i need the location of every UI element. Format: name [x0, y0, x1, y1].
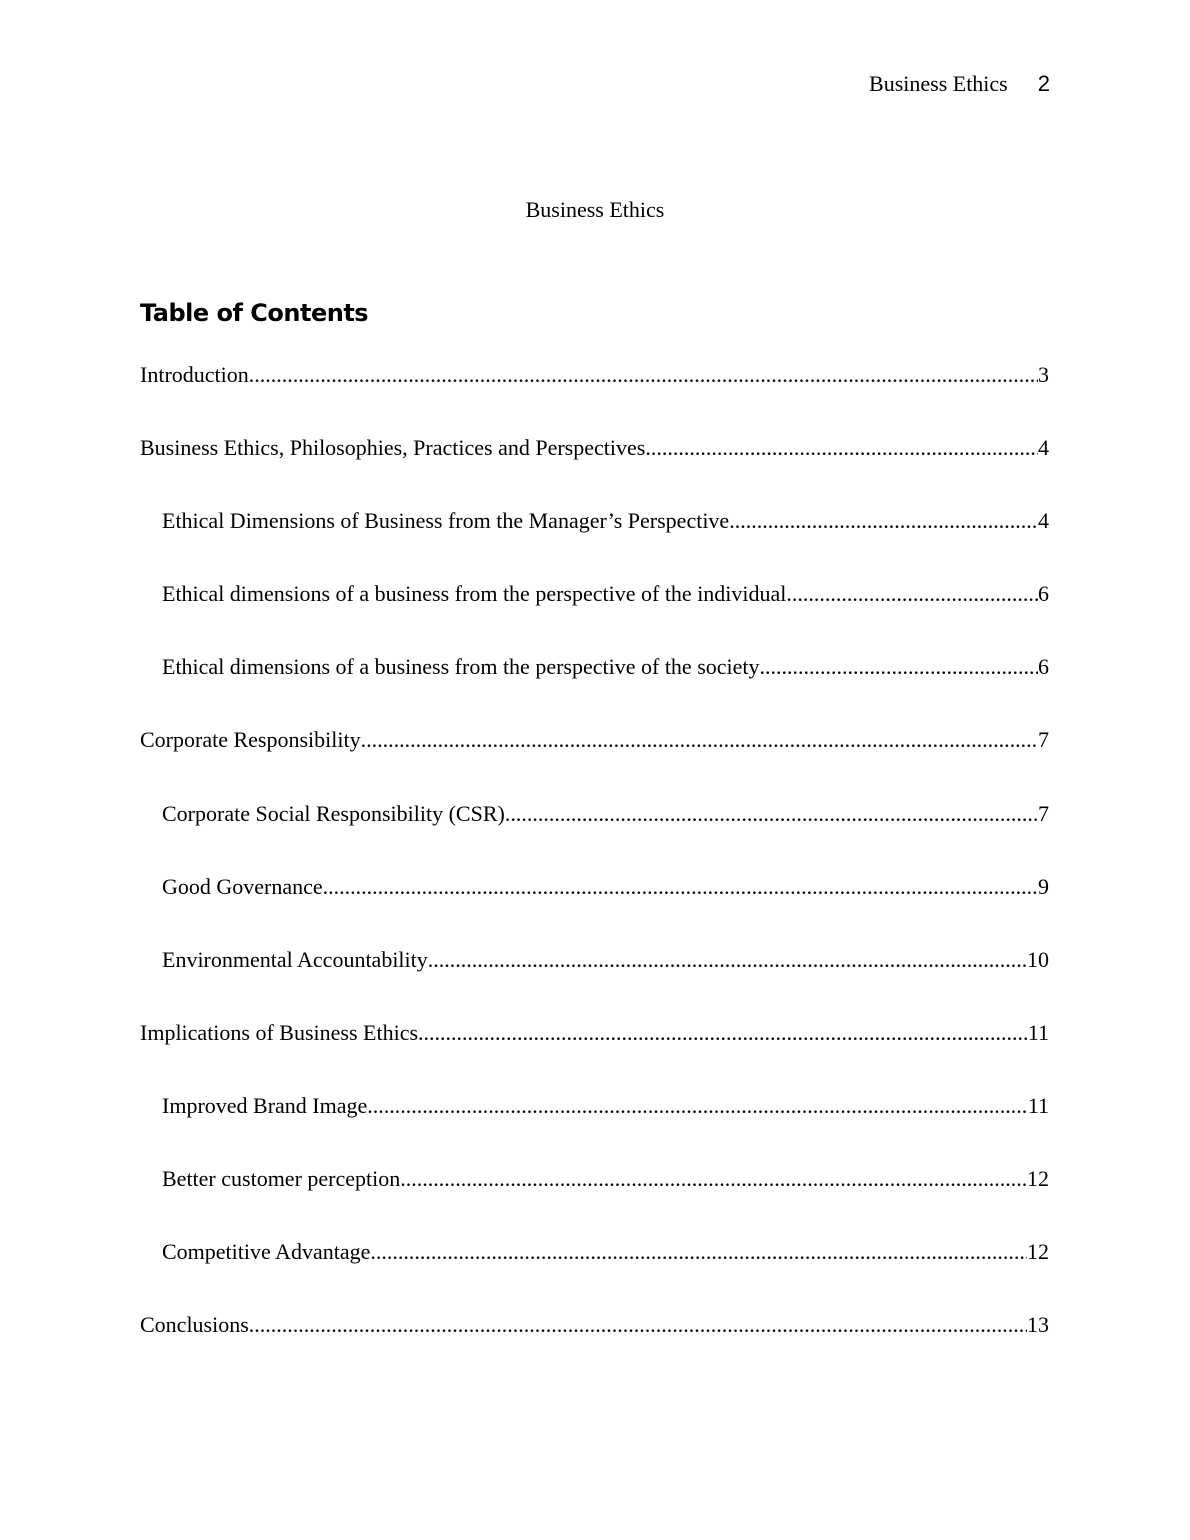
toc-entry-corporate-responsibility[interactable]: [140, 725, 1049, 798]
toc-entry-society-perspective[interactable]: [140, 652, 1049, 725]
toc-entry-business-ethics-philosophies[interactable]: [140, 433, 1049, 506]
toc-entry-page: 11: [1027, 1092, 1049, 1118]
toc-dot-leader: [645, 433, 1038, 463]
toc-dot-leader: [370, 1237, 1027, 1267]
toc-dot-leader: [505, 799, 1038, 829]
toc-entry-page: 9: [1038, 873, 1049, 899]
toc-entry-page: 13: [1027, 1312, 1049, 1338]
toc-entry-page: 4: [1038, 435, 1049, 461]
toc-entry-label: Ethical dimensions of a business from the perspective of the individual: [162, 581, 787, 607]
toc-entry-label: Conclusions: [140, 1312, 249, 1338]
toc-entry-environmental-accountability[interactable]: [140, 945, 1049, 1018]
toc-entry-label: Introduction: [140, 362, 249, 387]
toc-entry-page: 6: [1038, 581, 1049, 607]
toc-entry-page: 10: [1027, 946, 1049, 972]
toc-entry-page: 7: [1038, 800, 1049, 826]
table-of-contents: [140, 360, 1049, 1383]
toc-entry-customer-perception[interactable]: [140, 1164, 1049, 1237]
toc-entry-introduction[interactable]: [140, 360, 1049, 433]
toc-entry-label: Ethical dimensions of a business from the perspective of the society: [162, 654, 760, 680]
toc-entry-page: 12: [1027, 1239, 1049, 1265]
toc-entry-page: 7: [1038, 727, 1049, 753]
toc-dot-leader: [786, 579, 1038, 609]
toc-entry-good-governance[interactable]: [140, 872, 1049, 945]
toc-entry-competitive-advantage[interactable]: [140, 1237, 1049, 1310]
running-header-title: Business Ethics: [869, 71, 1008, 96]
toc-entry-individual-perspective[interactable]: [140, 579, 1049, 652]
toc-entry-label: Corporate Social Responsibility (CSR): [162, 800, 505, 826]
toc-entry-label: Implications of Business Ethics: [140, 1019, 419, 1045]
running-header: [869, 70, 1050, 98]
toc-entry-label: Better customer perception: [162, 1166, 401, 1192]
toc-dot-leader: [400, 1164, 1027, 1194]
toc-dot-leader: [760, 652, 1038, 682]
toc-entry-page: 4: [1038, 508, 1049, 534]
toc-entry-page: 6: [1038, 654, 1049, 680]
toc-entry-label: Ethical Dimensions of Business from the Manager’s Perspective: [162, 508, 730, 534]
toc-dot-leader: [418, 1018, 1028, 1048]
toc-heading: Table of Contents: [140, 299, 369, 327]
toc-entry-label: Corporate Responsibility: [140, 727, 361, 753]
toc-entry-label: Competitive Advantage: [162, 1239, 371, 1265]
toc-entry-label: Environmental Accountability: [162, 946, 428, 972]
toc-dot-leader: [323, 872, 1038, 902]
toc-dot-leader: [428, 945, 1027, 975]
toc-entry-brand-image[interactable]: [140, 1091, 1049, 1164]
toc-dot-leader: [729, 506, 1038, 536]
toc-entry-page: 3: [1038, 362, 1049, 387]
toc-entry-label: Improved Brand Image: [162, 1092, 368, 1118]
toc-entry-label: Business Ethics, Philosophies, Practices and Perspectives: [140, 435, 646, 461]
toc-entry-implications[interactable]: [140, 1018, 1049, 1091]
page-number: 2: [1037, 71, 1050, 96]
toc-entry-conclusions[interactable]: [140, 1310, 1049, 1383]
toc-entry-csr[interactable]: [140, 799, 1049, 872]
document-title: Business Ethics: [525, 197, 665, 222]
toc-dot-leader: [249, 360, 1038, 390]
toc-entry-page: 12: [1027, 1166, 1049, 1192]
toc-dot-leader: [361, 725, 1038, 755]
toc-entry-label: Good Governance: [162, 873, 323, 899]
toc-entry-managers-perspective[interactable]: [140, 506, 1049, 579]
toc-entry-page: 11: [1027, 1019, 1049, 1045]
toc-dot-leader: [249, 1310, 1027, 1340]
toc-dot-leader: [367, 1091, 1028, 1121]
